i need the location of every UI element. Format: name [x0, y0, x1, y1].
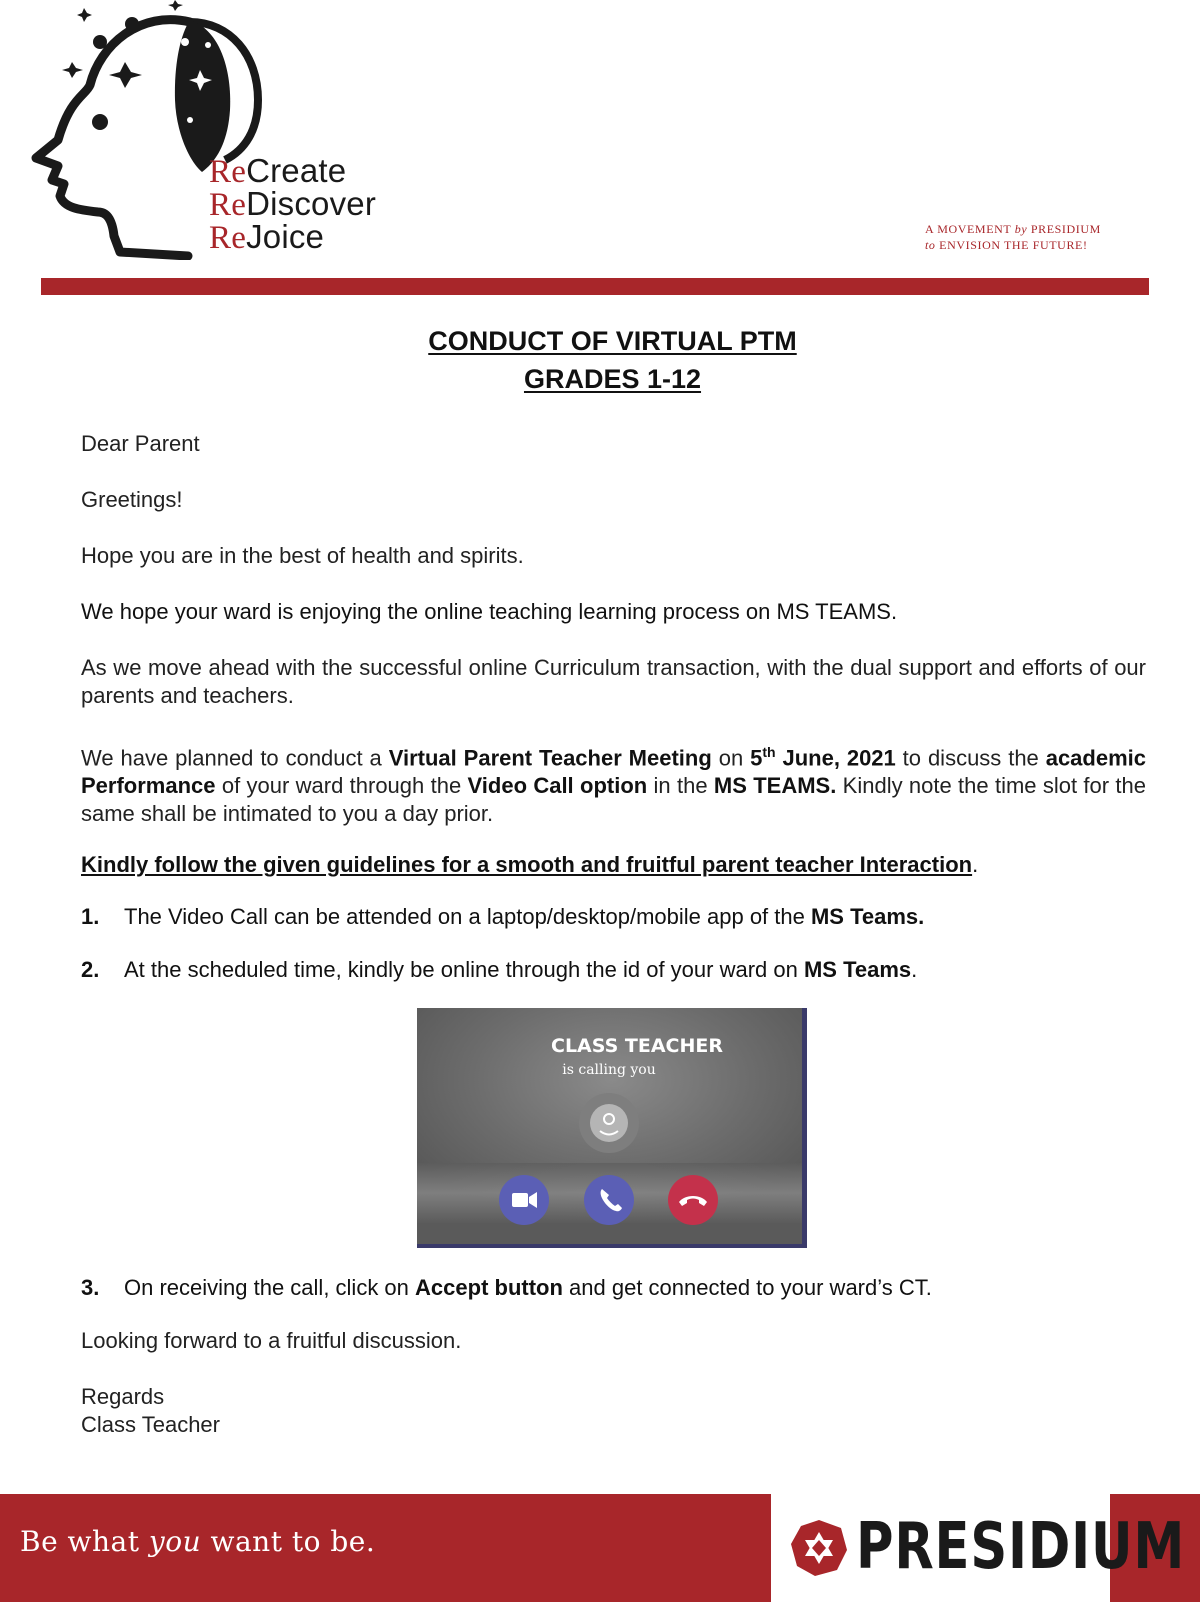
presidium-emblem-icon [789, 1518, 849, 1578]
closing-line: Looking forward to a fruitful discussion. [81, 1328, 462, 1353]
paragraph-ms-teams: We hope your ward is enjoying the online teaching learning process on MS TEAMS. [81, 599, 898, 624]
guideline-step-3: 3. On receiving the call, click on Accept button and get connected to your ward’s CT. [81, 1275, 932, 1300]
paragraph-health: Hope you are in the best of health and spirits. [81, 543, 524, 568]
tagline-rediscover: ReDiscover [209, 185, 377, 223]
call-status: is calling you [562, 1062, 656, 1078]
guidelines-heading: Kindly follow the given guidelines for a smooth and fruitful parent teacher Interaction. [81, 852, 979, 877]
signature: Class Teacher [81, 1412, 220, 1437]
caller-name: CLASS TEACHER [551, 1035, 723, 1057]
header-divider [41, 278, 1149, 295]
document-subtitle: GRADES 1-12 [523, 364, 702, 394]
guideline-step-1: 1. The Video Call can be attended on a laptop/desktop/mobile app of the MS Teams. [81, 904, 925, 929]
decline-call-button[interactable] [668, 1175, 718, 1225]
tagline-recreate: ReCreate [209, 152, 347, 190]
movement-tagline: A MOVEMENT by PRESIDIUM to ENVISION THE FUTURE! [925, 222, 1101, 252]
greeting: Greetings! [81, 487, 183, 512]
teams-incoming-call-screenshot [417, 1008, 807, 1248]
tagline-rejoice: ReJoice [209, 218, 325, 256]
avatar-icon [579, 1093, 639, 1153]
paragraph-ptm-details: We have planned to conduct a Virtual Parent Teacher Meeting on 5th June, 2021 to discuss the academic Performance of your ward through the Video Call option in the MS TEAMS. Kindly note the time slot for the same shall be intimated to you a day prior. [81, 744, 1147, 827]
paragraph-curriculum: As we move ahead with the successful online Curriculum transaction, with the dual support and efforts of our parents and teachers. [81, 655, 1146, 708]
salutation: Dear Parent [81, 431, 200, 456]
document-title: CONDUCT OF VIRTUAL PTM [428, 326, 797, 356]
video-call-button[interactable] [499, 1175, 549, 1225]
footer-brand-wordmark: PRESIDIUM [856, 1510, 1186, 1584]
regards: Regards [81, 1384, 165, 1409]
audio-call-button[interactable] [584, 1175, 634, 1225]
video-camera-icon [512, 1192, 537, 1208]
footer-slogan: Be what you want to be. [20, 1525, 376, 1558]
guideline-step-2: 2. At the scheduled time, kindly be online through the id of your ward on MS Teams. [81, 957, 918, 982]
